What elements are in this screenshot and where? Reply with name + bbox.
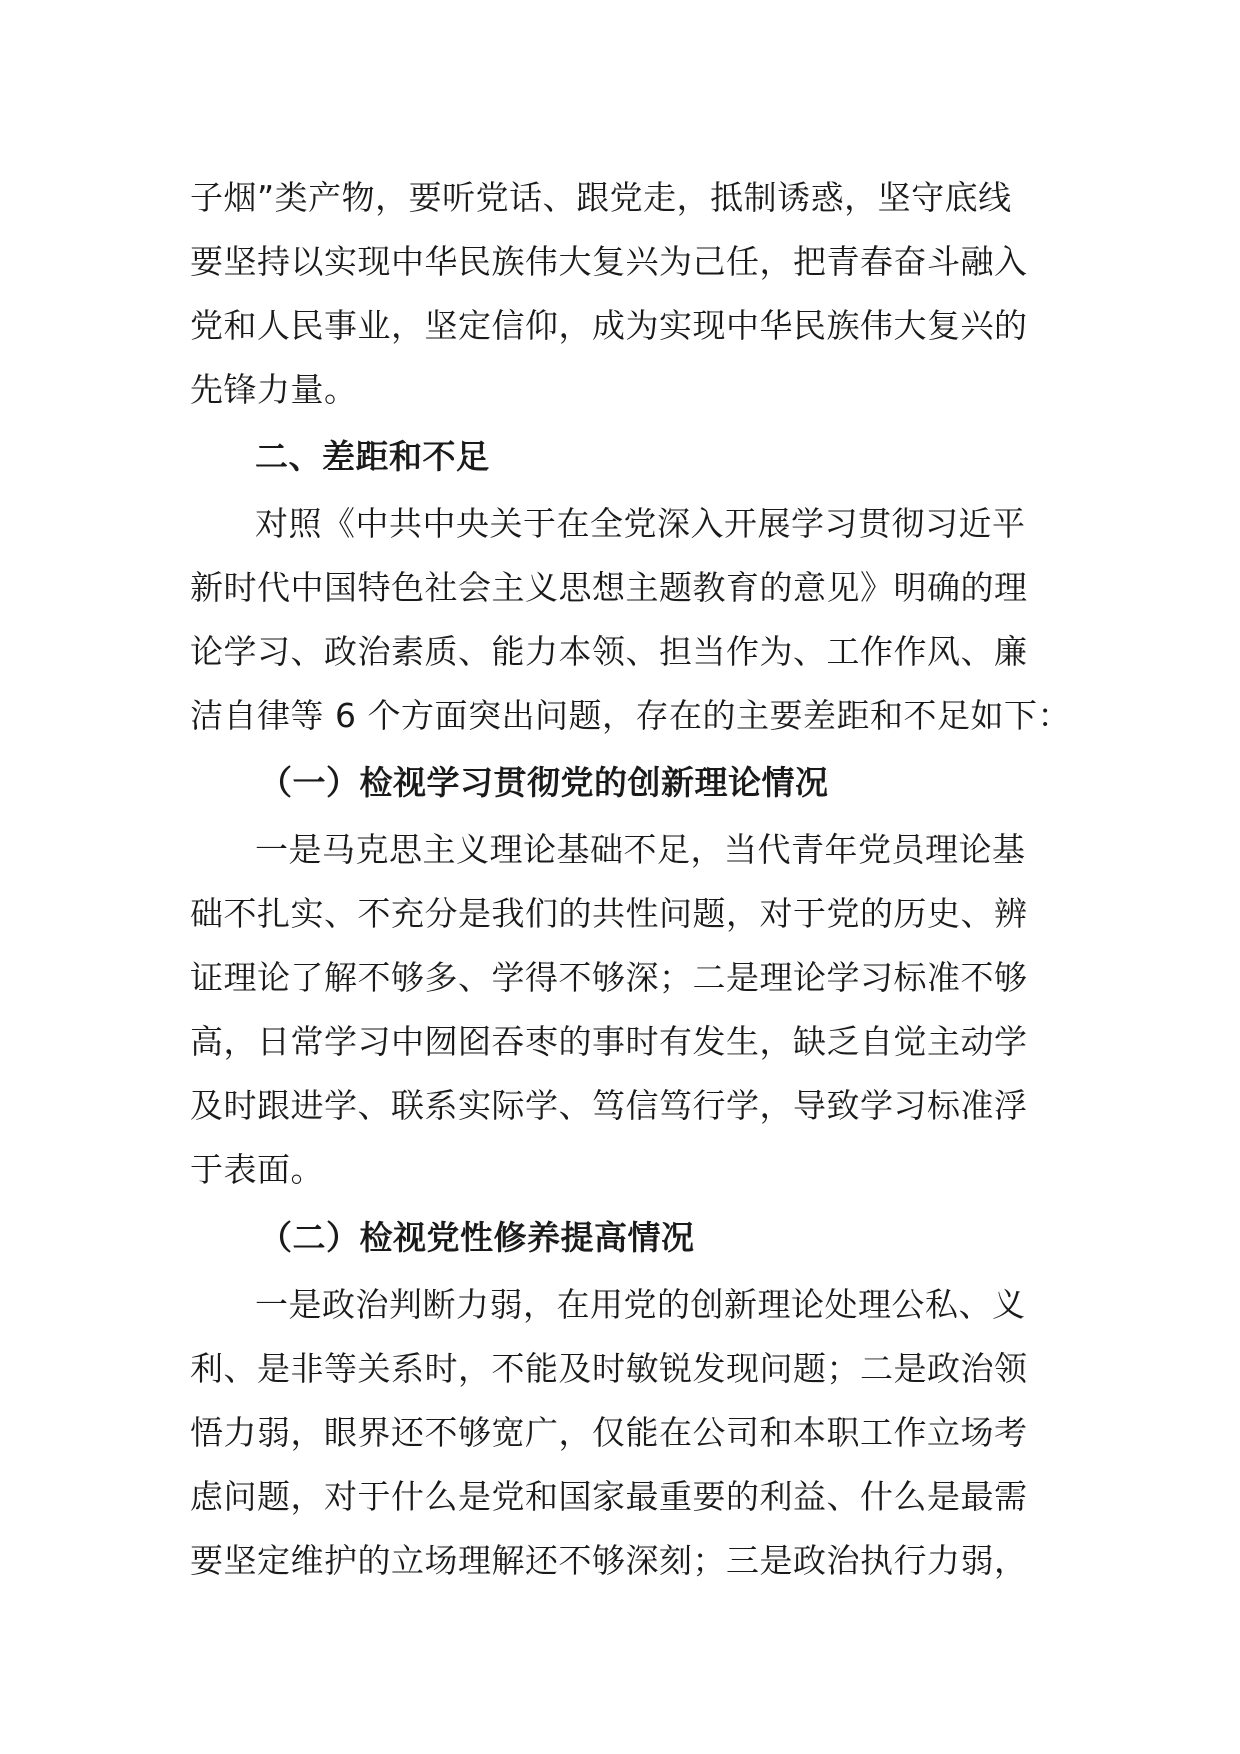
body-text-line: 一是马克思主义理论基础不足，当代青年党员理论基 <box>255 830 1026 869</box>
body-text-line: 要坚持以实现中华民族伟大复兴为己任，把青春奋斗融入 <box>190 242 1028 281</box>
body-text-line: 子烟”类产物，要听党话、跟党走，抵制诱惑，坚守底线 <box>190 178 1012 217</box>
body-text-line: 先锋力量。 <box>190 370 358 409</box>
body-text-line: 党和人民事业，坚定信仰，成为实现中华民族伟大复兴的 <box>190 306 1028 345</box>
body-text-line: 证理论了解不够多、学得不够深；二是理论学习标准不够 <box>190 958 1028 997</box>
body-text-line: 论学习、政治素质、能力本领、担当作为、工作作风、廉 <box>190 632 1028 671</box>
body-text-line: 利、是非等关系时，不能及时敏锐发现问题；二是政治领 <box>190 1349 1028 1388</box>
body-text-line: 悟力弱，眼界还不够宽广，仅能在公司和本职工作立场考 <box>190 1413 1028 1452</box>
section-heading: 二、差距和不足 <box>255 437 490 476</box>
body-text-line: 础不扎实、不充分是我们的共性问题，对于党的历史、辨 <box>190 894 1028 933</box>
body-text-line: 要坚定维护的立场理解还不够深刻；三是政治执行力弱， <box>190 1541 1028 1580</box>
subsection-heading: （二）检视党性修养提高情况 <box>259 1218 695 1257</box>
body-text-line: 高，日常学习中囫囵吞枣的事时有发生，缺乏自觉主动学 <box>190 1022 1028 1061</box>
body-text-line: 及时跟进学、联系实际学、笃信笃行学，导致学习标准浮 <box>190 1086 1028 1125</box>
body-text-line: 洁自律等 6 个方面突出问题，存在的主要差距和不足如下： <box>190 696 1071 735</box>
body-text-line: 虑问题，对于什么是党和国家最重要的利益、什么是最需 <box>190 1477 1028 1516</box>
body-text-line: 对照《中共中央关于在全党深入开展学习贯彻习近平 <box>255 504 1026 543</box>
body-text-line: 新时代中国特色社会主义思想主题教育的意见》明确的理 <box>190 568 1028 607</box>
body-text-line: 于表面。 <box>190 1150 324 1189</box>
subsection-heading: （一）检视学习贯彻党的创新理论情况 <box>259 763 829 802</box>
body-text-line: 一是政治判断力弱，在用党的创新理论处理公私、义 <box>255 1285 1026 1324</box>
